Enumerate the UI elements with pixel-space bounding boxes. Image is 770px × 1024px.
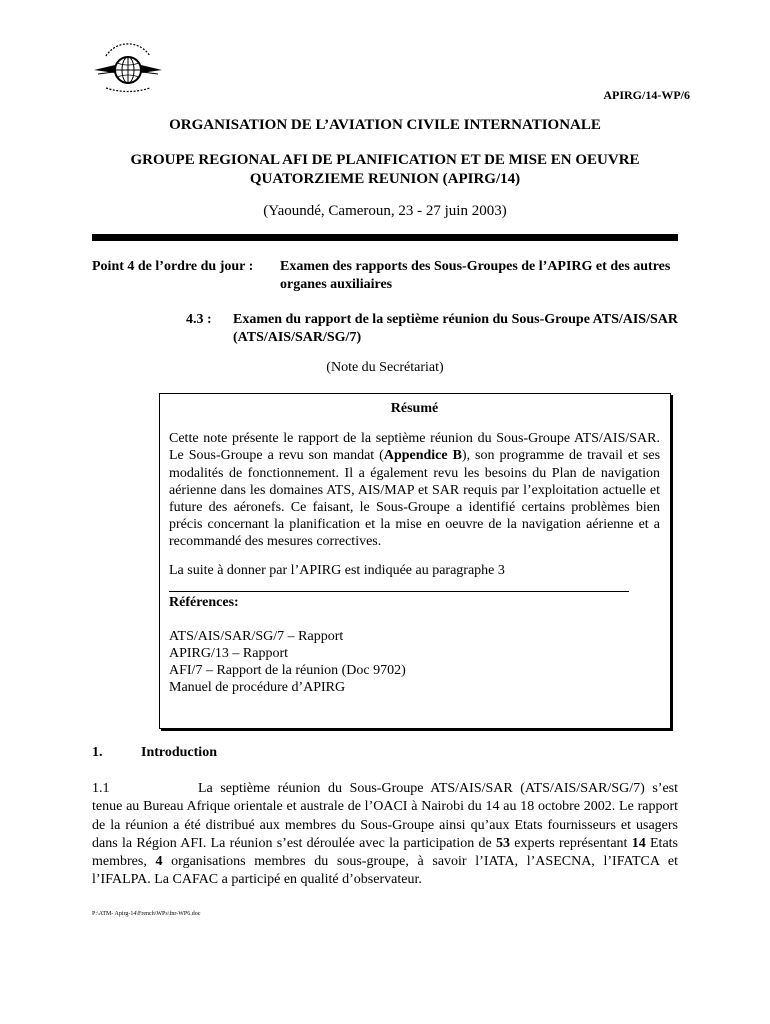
meeting-venue: (Yaoundé, Cameroun, 23 - 27 juin 2003) bbox=[263, 203, 507, 219]
reference-item: ATS/AIS/SAR/SG/7 – Rapport bbox=[169, 629, 344, 645]
appendix-reference: Appendice B bbox=[383, 448, 462, 464]
paragraph-text-part3: Etats membres, bbox=[92, 835, 678, 870]
summary-text bbox=[169, 430, 660, 550]
paragraph-text-part4: organisations membres du sous-groupe, à savoir l’IATA, l’ASECNA, l’IFATCA et l’IFALPA. La CAFAC a participé en qualité d’observateur. bbox=[92, 854, 678, 888]
summary-box-content bbox=[169, 400, 660, 696]
file-path-footer: P:\ATM- Apirg-14\French\WPs\fnr-WP6.doc bbox=[92, 911, 201, 917]
agenda-text: Examen des rapports des Sous-Groupes de l’APIRG et des autres organes auxiliaires bbox=[280, 259, 671, 292]
paragraph-number: 1.1 bbox=[92, 781, 110, 796]
summary-text-part2: ), son programme de travail et ses modalités de fonctionnement. Il a également revu les besoins du Plan de navigation aérienne dans les domaines ATS, AIS/MAP et SAR requis par l’exploitation actuelle et future des aéronefs. Ce faisant, le Sous-Groupe a identifié certains problèmes bien précis concernant la planification et la mise en oeuvre de la navigation aérienne et a recommandé des mesures correctives. bbox=[169, 448, 661, 550]
paragraph-text-part2: experts représentant bbox=[510, 835, 632, 851]
reference-item: APIRG/13 – Rapport bbox=[169, 646, 288, 662]
group-title bbox=[92, 151, 678, 189]
subitem-text: Examen du rapport de la septième réunion du Sous-Groupe ATS/AIS/SAR (ATS/AIS/SAR/SG/7) bbox=[233, 312, 678, 345]
agenda-label: Point 4 de l’ordre du jour : bbox=[92, 259, 254, 274]
summary-divider bbox=[169, 591, 629, 592]
section-number: 1. bbox=[92, 745, 103, 760]
summary-title: Résumé bbox=[390, 401, 439, 416]
icao-emblem-icon bbox=[92, 34, 164, 98]
paragraph-1-1 bbox=[92, 780, 678, 890]
references-title: Références: bbox=[169, 594, 239, 610]
organization-title: ORGANISATION DE L’AVIATION CIVILE INTERNATIONALE bbox=[169, 117, 601, 133]
document-reference: APIRG/14-WP/6 bbox=[603, 88, 690, 102]
subitem-number: 4.3 : bbox=[186, 312, 212, 327]
organizations-count: 4 bbox=[155, 854, 163, 870]
horizontal-rule bbox=[92, 234, 678, 241]
follow-up-text: La suite à donner par l’APIRG est indiquée au paragraphe 3 bbox=[169, 562, 505, 578]
experts-count: 53 bbox=[496, 835, 511, 851]
summary-text-part1: Cette note présente le rapport de la septième réunion du Sous-Groupe ATS/AIS/SAR. Le Sous-Groupe a revu son mandat ( bbox=[169, 431, 660, 464]
group-title-line2: QUATORZIEME REUNION (APIRG/14) bbox=[249, 171, 521, 187]
reference-item: AFI/7 – Rapport de la réunion (Doc 9702) bbox=[169, 663, 406, 679]
section-title: Introduction bbox=[141, 745, 217, 760]
summary-box bbox=[159, 393, 671, 729]
group-title-line1: GROUPE REGIONAL AFI DE PLANIFICATION ET DE MISE EN OEUVRE bbox=[130, 152, 640, 168]
states-count: 14 bbox=[631, 835, 646, 851]
paragraph-text-part1: La septième réunion du Sous-Groupe ATS/AIS/SAR (ATS/AIS/SAR/SG/7) s’est tenue au Bureau Afrique orientale et australe de l’OACI à Nairobi du 14 au 18 octobre 2002. Le rapport de la réunion a été distribué aux membres du Sous-Groupe ainsi qu’aux Etats fournisseurs et usagers dans la Région AFI. La réunion s’est déroulée avec la participation de bbox=[92, 781, 678, 851]
references-list bbox=[169, 628, 660, 696]
secretariat-note: (Note du Secrétariat) bbox=[326, 360, 444, 375]
reference-item: Manuel de procédure d’APIRG bbox=[169, 680, 346, 696]
